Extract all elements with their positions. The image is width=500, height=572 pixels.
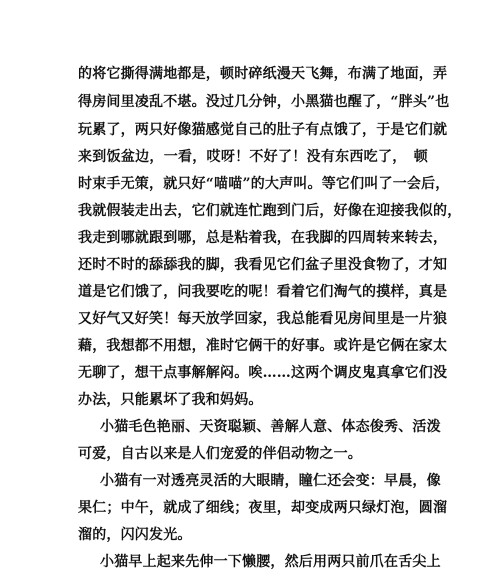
text-line: 我就假装走出去，它们就连忙跑到门后，好像在迎接我似的， bbox=[78, 203, 462, 219]
text-line: 玩累了，两只好像猫感觉自己的肚子有点饿了，于是它们就 bbox=[78, 122, 448, 138]
text-line: 道是它们饿了，问我要吃的呢！看着它们淘气的摸样，真是 bbox=[78, 284, 448, 300]
text-line: 无聊了，想干点事解解闷。唉……这两个调皮鬼真拿它们没 bbox=[78, 365, 448, 381]
text-line: 藉，我想都不用想，准时它俩干的好事。或许是它俩在家太 bbox=[78, 338, 448, 354]
paragraph-first-line: 小猫早上起来先伸一下懒腰，然后用两只前爪在舌尖上 bbox=[100, 554, 441, 570]
paragraph-first-line: 小猫毛色艳丽、天资聪颖、善解人意、体态俊秀、活泼 bbox=[100, 419, 441, 435]
text-line: 来到饭盆边，一看，哎呀！不好了！没有东西吃了， 顿 bbox=[78, 149, 428, 165]
text-line: 时束手无策，就只好“喵喵”的大声叫。等它们叫了一会后， bbox=[78, 176, 450, 192]
text-line: 得房间里凌乱不堪。没过几分钟，小黑猫也醒了，“胖头”也 bbox=[78, 94, 450, 110]
text-line: 溜的，闪闪发光。 bbox=[78, 527, 192, 543]
text-line: 我走到哪就跟到哪，总是粘着我，在我脚的四周转来转去， bbox=[78, 230, 448, 246]
text-line: 的将它撕得满地都是，顿时碎纸漫天飞舞，布满了地面，弄 bbox=[78, 66, 448, 82]
paragraph-first-line: 小猫有一对透亮灵活的大眼睛，瞳仁还会变：早晨，像 bbox=[100, 473, 441, 489]
text-line: 还时不时的舔舔我的脚，我看见它们盆子里没食物了，才知 bbox=[78, 257, 448, 273]
text-line: 办法，只能累坏了我和妈妈。 bbox=[78, 392, 263, 408]
text-line: 又好气又好笑！每天放学回家，我总能看见房间里是一片狼 bbox=[78, 311, 448, 327]
text-line: 果仁；中午，就成了细线；夜里，却变成两只绿灯泡，圆溜 bbox=[78, 500, 448, 516]
text-line: 可爱，自古以来是人们宠爱的伴侣动物之一。 bbox=[78, 446, 362, 462]
